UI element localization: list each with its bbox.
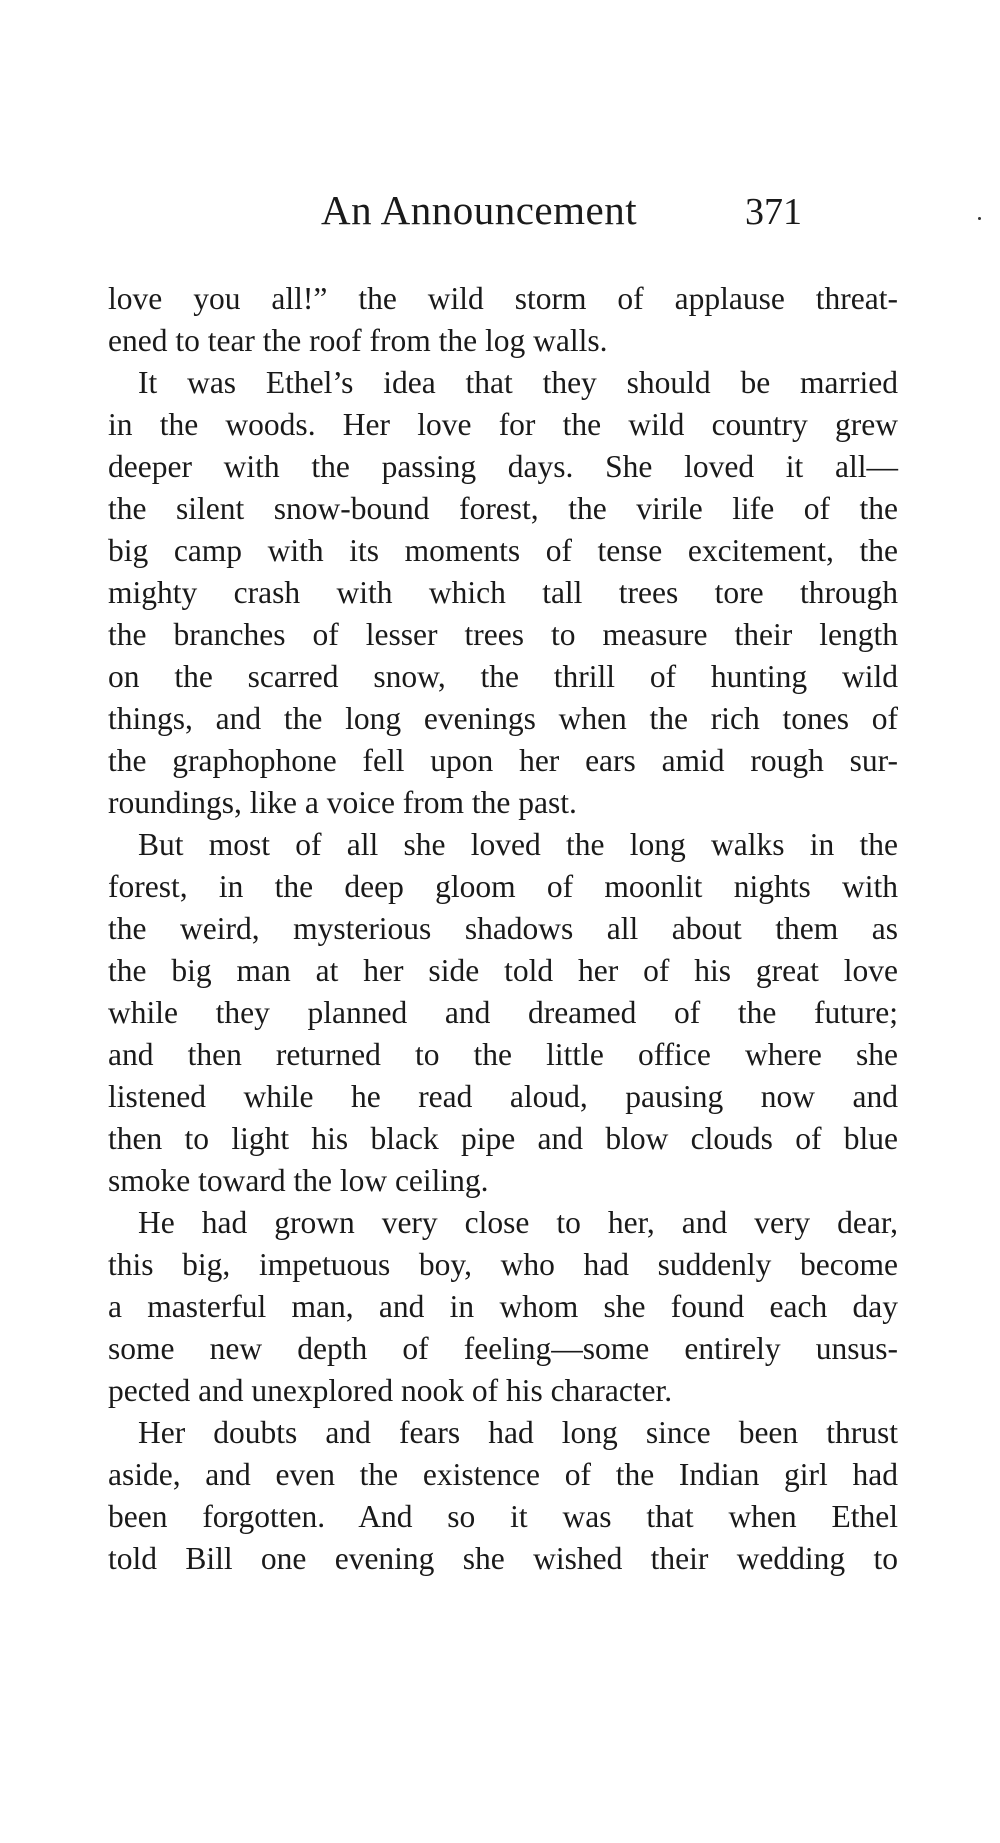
running-title: An Announcement [321,187,638,233]
text-line: It was Ethel’s idea that they should be married [138,365,898,400]
paragraph [108,362,898,824]
text-line: He had grown very close to her, and very dear, [138,1205,898,1240]
text-line: things, and the long evenings when the rich tones of [108,701,898,736]
text-line: ened to tear the roof from the log walls. [108,323,608,358]
text-line: on the scarred snow, the thrill of hunting wild [108,659,898,694]
text-line: aside, and even the existence of the Indian girl had [108,1457,898,1492]
paragraph [108,824,898,1202]
text-line: a masterful man, and in whom she found each day [108,1289,898,1324]
text-line: this big, impetuous boy, who had suddenly become [108,1247,898,1282]
text-line: listened while he read aloud, pausing now and [108,1079,898,1114]
text-line: big camp with its moments of tense excitement, the [108,533,898,568]
text-line: pected and unexplored nook of his character. [108,1373,673,1408]
scan-speck [978,217,981,220]
text-line: the weird, mysterious shadows all about them as [108,911,898,946]
text-line: some new depth of feeling—some entirely unsus- [108,1331,898,1366]
text-line: been forgotten. And so it was that when Ethel [108,1499,898,1534]
text-line: forest, in the deep gloom of moonlit nights with [108,869,898,904]
page-number: 371 [745,191,802,233]
body-text [108,278,898,1580]
paragraph [108,1202,898,1412]
text-line: roundings, like a voice from the past. [108,785,577,820]
text-line: while they planned and dreamed of the future; [108,995,898,1030]
text-line: the graphophone fell upon her ears amid rough sur- [108,743,898,778]
text-line: love you all!” the wild storm of applause threat- [108,281,898,316]
text-line: in the woods. Her love for the wild country grew [108,407,898,442]
text-line: and then returned to the little office where she [108,1037,898,1072]
text-line: the silent snow-bound forest, the virile life of the [108,491,898,526]
text-line: Her doubts and fears had long since been thrust [138,1415,898,1450]
running-head [108,186,908,236]
text-line: deeper with the passing days. She loved it all— [108,449,898,484]
text-line: But most of all she loved the long walks in the [138,827,898,862]
paragraph [108,278,898,362]
text-line: smoke toward the low ceiling. [108,1163,489,1198]
text-line: then to light his black pipe and blow clouds of blue [108,1121,898,1156]
paragraph [108,1412,898,1580]
text-line: told Bill one evening she wished their wedding to [108,1541,898,1576]
text-line: the big man at her side told her of his great love [108,953,898,988]
text-line: the branches of lesser trees to measure their length [108,617,898,652]
text-line: mighty crash with which tall trees tore through [108,575,898,610]
